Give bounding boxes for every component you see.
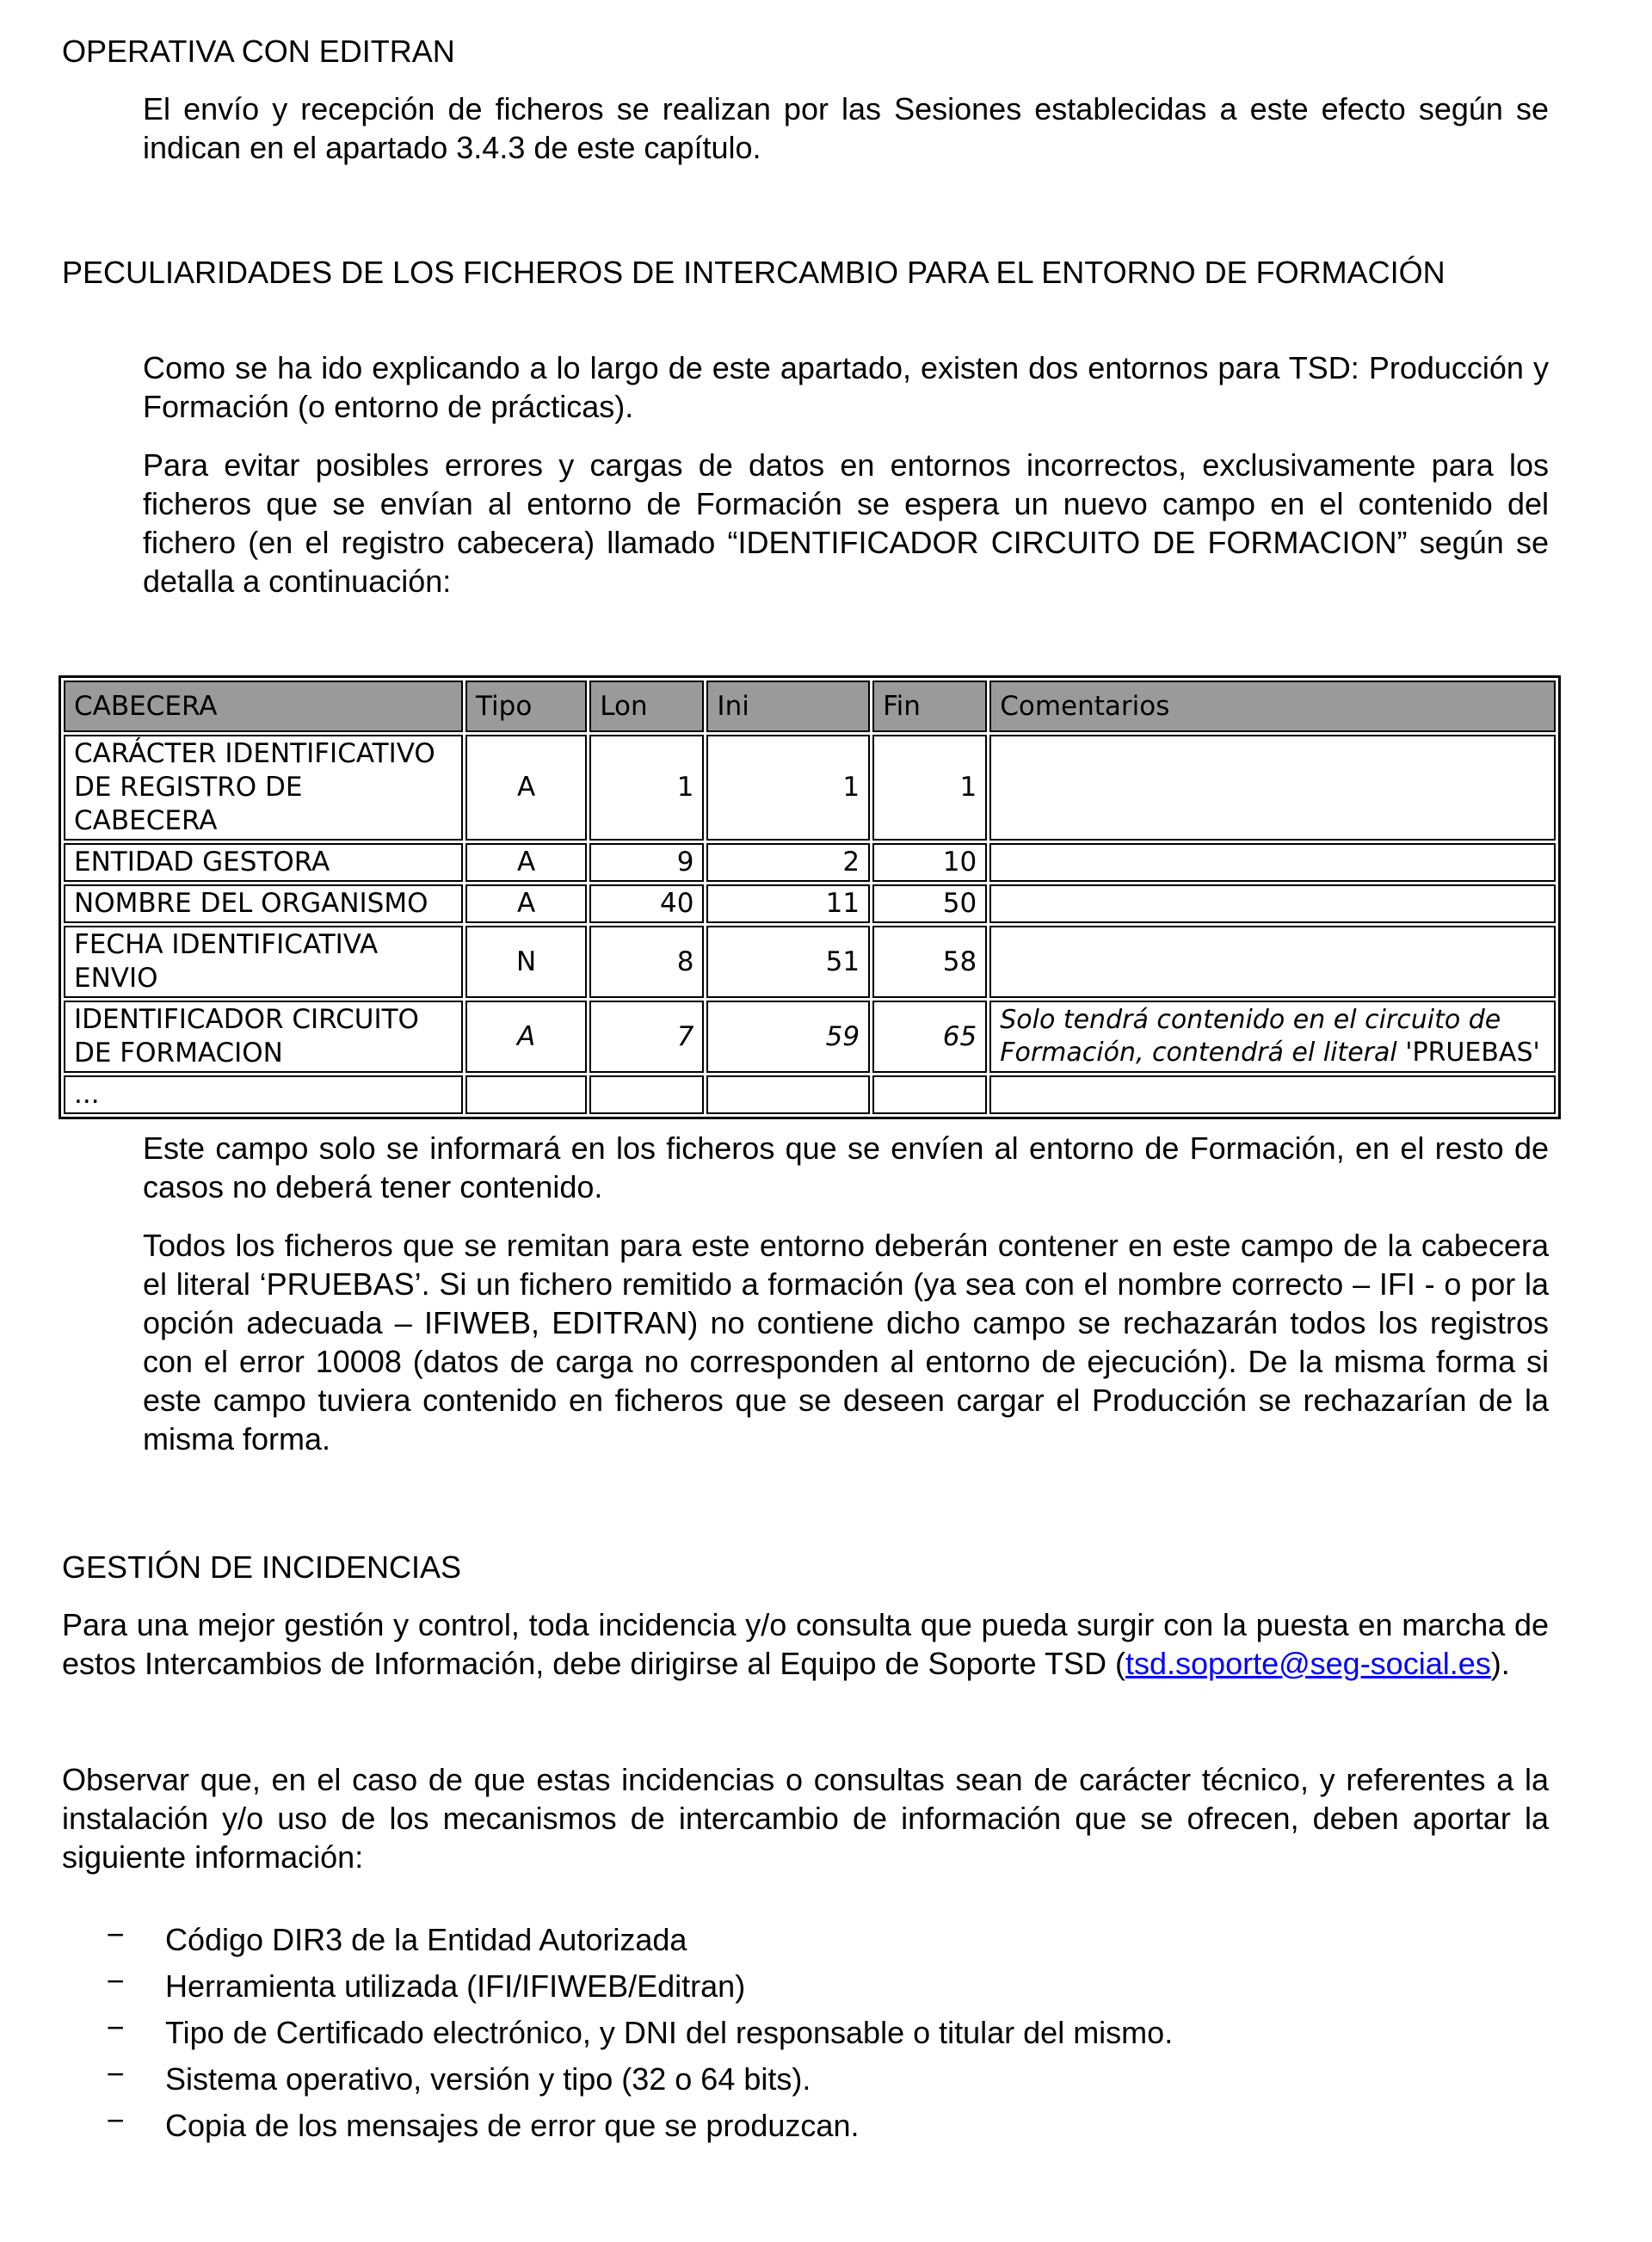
list-item [102, 2056, 1521, 2103]
list-item-text: Herramienta utilizada (IFI/IFIWEB/Editran) [165, 1968, 746, 2004]
list-item-text: Tipo de Certificado electrónico, y DNI del responsable o titular del mismo. [165, 2015, 1174, 2050]
cell-ini: 11 [706, 884, 870, 923]
paragraph-formacion-1: Como se ha ido explicando a lo largo de este apartado, existen dos entornos para TSD: Producción y Formación (o entorno de prácticas). [143, 350, 1549, 424]
required-info-list [102, 1917, 1521, 2149]
incidencias-text-prefix: Para una mejor gestión y control, toda incidencia y/o consulta que pueda surgir con la puesta en marcha de estos Intercambios de Información, debe dirigirse al Equipo de Soporte TSD ( [62, 1607, 1549, 1681]
table-row [64, 1001, 1556, 1073]
dash-bullet-icon: − [106, 1963, 125, 1999]
dash-bullet-icon: − [106, 2103, 125, 2138]
comentario-text: Solo tendrá contenido en el circuito de Formación, contendrá el literal [1000, 1005, 1501, 1068]
cell-campo: NOMBRE DEL ORGANISMO [64, 884, 463, 923]
table-row [64, 735, 1556, 841]
cell-campo: CARÁCTER IDENTIFICATIVO DE REGISTRO DE CABECERA [64, 735, 463, 841]
header-fin: Fin [872, 681, 987, 732]
cell-lon: 9 [589, 843, 704, 882]
paragraph-incidencias-1 [62, 1605, 1549, 1683]
incidencias-text-suffix: ). [1490, 1646, 1510, 1681]
cell-comentario [989, 1001, 1556, 1073]
cell-tipo [465, 1075, 587, 1114]
header-tipo: Tipo [465, 681, 587, 732]
cell-tipo: N [465, 926, 587, 998]
list-item [102, 1917, 1521, 1963]
paragraph-formacion-3: Este campo solo se informará en los ficheros que se envíen al entorno de Formación, en el resto de casos no deberá tener contenido. [143, 1130, 1549, 1204]
header-lon: Lon [589, 681, 704, 732]
header-ini: Ini [706, 681, 870, 732]
cell-campo: IDENTIFICADOR CIRCUITO DE FORMACION [64, 1001, 463, 1073]
list-item [102, 1963, 1521, 2010]
cell-fin: 1 [872, 735, 987, 841]
cell-tipo: A [465, 884, 587, 923]
dash-bullet-icon: − [106, 2010, 125, 2045]
cell-comentario [989, 926, 1556, 998]
list-item [102, 2103, 1521, 2149]
cell-tipo: A [465, 1001, 587, 1073]
header-comentarios: Comentarios [989, 681, 1556, 732]
cell-fin: 65 [872, 1001, 987, 1073]
cell-fin: 58 [872, 926, 987, 998]
cell-lon [589, 1075, 704, 1114]
table-header-row [64, 681, 1556, 732]
table-row [64, 843, 1556, 882]
list-item-text: Código DIR3 de la Entidad Autorizada [165, 1922, 687, 1957]
list-item-text: Copia de los mensajes de error que se produzcan. [165, 2108, 860, 2143]
table-row [64, 884, 1556, 923]
cell-fin: 10 [872, 843, 987, 882]
support-email-link[interactable]: tsd.soporte@seg-social.es [1125, 1646, 1491, 1681]
table-row [64, 926, 1556, 998]
cell-ini: 59 [706, 1001, 870, 1073]
cell-lon: 1 [589, 735, 704, 841]
cell-tipo: A [465, 735, 587, 841]
cell-fin [872, 1075, 987, 1114]
dash-bullet-icon: − [106, 1917, 125, 1952]
comentario-literal: 'PRUEBAS' [1405, 1038, 1540, 1068]
cell-fin: 50 [872, 884, 987, 923]
cell-lon: 40 [589, 884, 704, 923]
heading-peculiaridades-formacion: PECULIARIDADES DE LOS FICHEROS DE INTERCAMBIO PARA EL ENTORNO DE FORMACIÓN [62, 255, 1446, 290]
paragraph-incidencias-2: Observar que, en el caso de que estas incidencias o consultas sean de carácter técnico, y referentes a la instalación y/o uso de los mecanismos de intercambio de información que se ofrecen, deben aportar la siguiente información: [62, 1762, 1549, 1875]
heading-gestion-incidencias: GESTIÓN DE INCIDENCIAS [62, 1549, 462, 1585]
paragraph-formacion-4: Todos los ficheros que se remitan para este entorno deberán contener en este campo de la cabecera el literal ‘PRUEBAS’. Si un fichero remitido a formación (ya sea con el nombre correcto – IFI - o por la opción adecuada – IFIWEB, EDITRAN) no contiene dicho campo se rechazarán todos los registros con el error 10008 (datos de carga no corresponden al entorno de ejecución). De la misma forma si este campo tuviera contenido en ficheros que se deseen cargar el Producción se rechazarían de la misma forma. [143, 1228, 1549, 1457]
dash-bullet-icon: − [106, 2056, 125, 2091]
cell-campo: ENTIDAD GESTORA [64, 843, 463, 882]
heading-operativa-editran: OPERATIVA CON EDITRAN [62, 34, 455, 69]
cell-campo: FECHA IDENTIFICATIVA ENVIO [64, 926, 463, 998]
cell-comentario [989, 735, 1556, 841]
paragraph-editran: El envío y recepción de ficheros se realizan por las Sesiones establecidas a este efecto según se indican en el apartado 3.4.3 de este capítulo. [143, 91, 1549, 165]
list-item-text: Sistema operativo, versión y tipo (32 o 64 bits). [165, 2061, 811, 2097]
cabecera-table [59, 675, 1561, 1119]
cell-comentario [989, 843, 1556, 882]
list-item [102, 2010, 1521, 2056]
header-cabecera: CABECERA [64, 681, 463, 732]
cell-comentario [989, 1075, 1556, 1114]
table-row [64, 1075, 1556, 1114]
cell-campo: ... [64, 1075, 463, 1114]
cell-lon: 8 [589, 926, 704, 998]
cell-ini: 2 [706, 843, 870, 882]
cell-comentario [989, 884, 1556, 923]
cell-lon: 7 [589, 1001, 704, 1073]
cell-ini: 51 [706, 926, 870, 998]
cell-tipo: A [465, 843, 587, 882]
paragraph-formacion-2: Para evitar posibles errores y cargas de datos en entornos incorrectos, exclusivamente para los ficheros que se envían al entorno de Formación se espera un nuevo campo en el contenido del fichero (en el registro cabecera) llamado “IDENTIFICADOR CIRCUITO DE FORMACION” según se detalla a continuación: [143, 447, 1549, 599]
cell-ini [706, 1075, 870, 1114]
cell-ini: 1 [706, 735, 870, 841]
